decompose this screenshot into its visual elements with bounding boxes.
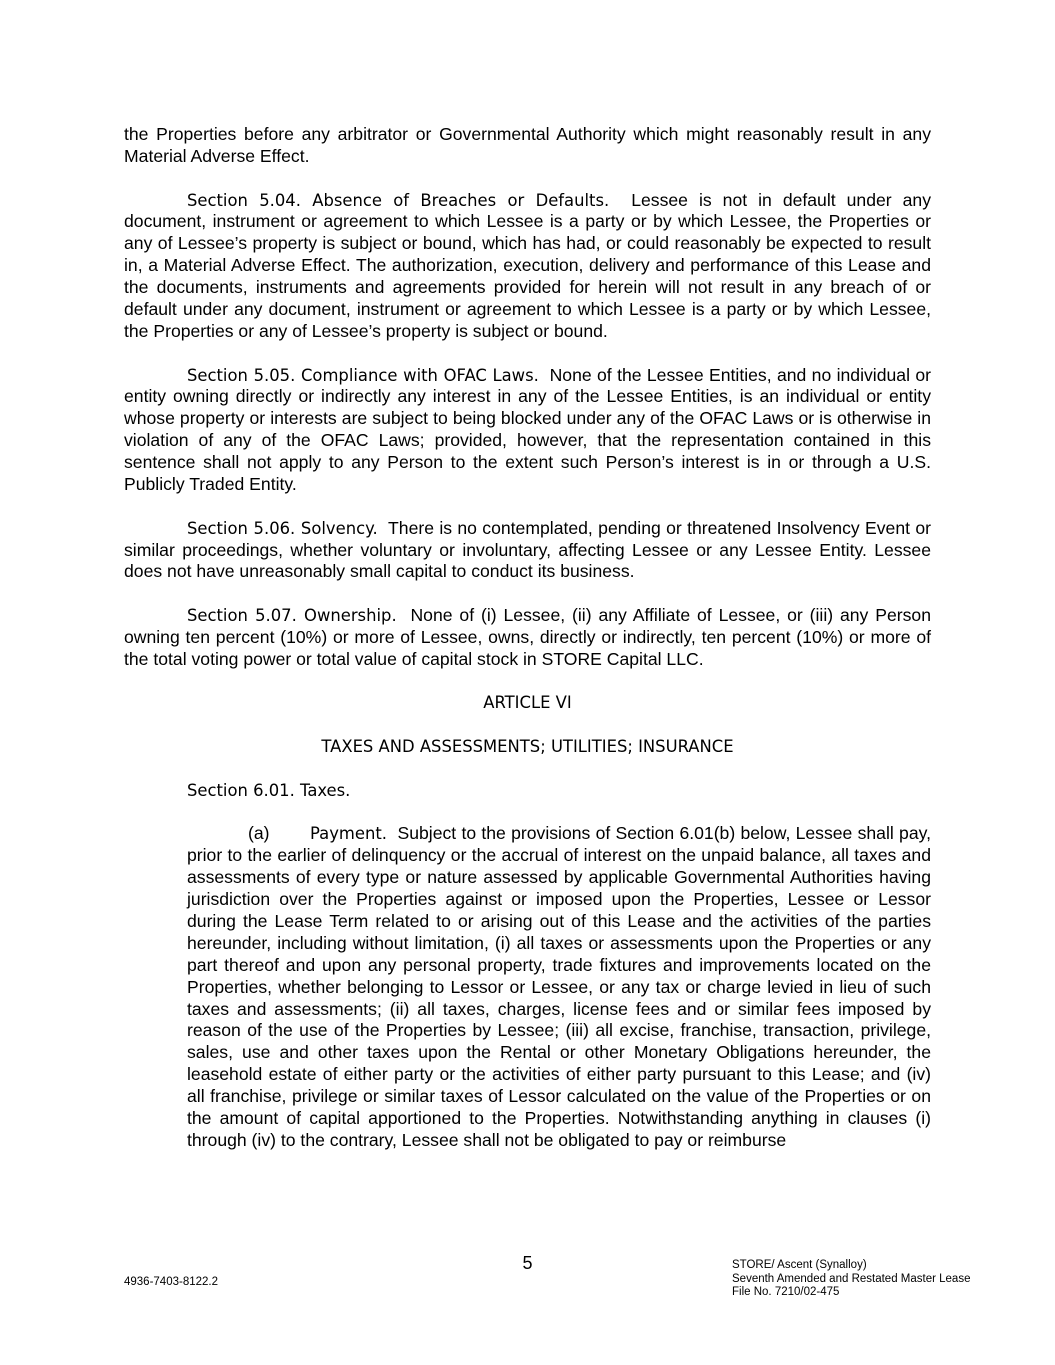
footer-line: STORE/ Ascent (Synalloy)	[732, 1259, 867, 1271]
paragraph-continuation	[124, 124, 931, 168]
section-5-06	[124, 518, 931, 584]
section-heading: Section 5.06. Solvency.	[187, 518, 378, 538]
section-heading: Section 5.07. Ownership.	[187, 606, 397, 626]
article-title: TAXES AND ASSESSMENTS; UTILITIES; INSURANCE	[321, 737, 734, 757]
footer-reference	[732, 1259, 970, 1300]
clause-text: Subject to the provisions of Section 6.01(b) below, Lessee shall pay, prior to the earlier of delinquency or the accrual of interest on the unpaid balance, all taxes and assessments of every type or nature assessed by applicable Governmental Authorities having jurisdiction over the Properties against or imposed upon the Properties, Lessee or Lessor during the Lease Term related to or arising out of this Lease and the activities of the parties hereunder, including without limitation, (i) all taxes or assessments upon the Properties or any part thereof and upon any personal property, trade fixtures and improvements located on the Properties, whether belonging to Lessor or Lessee, or any tax or charge levied in lieu of such taxes and assessments; (ii) all taxes, charges, license fees and or similar fees imposed by reason of the use of the Properties by Lessee; (iii) all excise, franchise, transaction, privilege, sales, use and other taxes upon the Rental or other Monetary Obligations hereunder, the leasehold estate of either party or the activities of either party pursuant to this Lease; and (iv) all franchise, privilege or similar taxes of Lessor calculated on the value of the Properties or on the amount of capital apportioned to the Properties. Notwithstanding anything in clauses (i) through (iv) to the contrary, Lessee shall not be obligated to pay or reimburse	[187, 823, 931, 1150]
section-6-01-heading: Section 6.01. Taxes.	[187, 780, 351, 800]
clause-heading: Payment.	[310, 824, 387, 844]
section-5-05	[124, 365, 931, 496]
section-5-07	[124, 605, 931, 671]
section-heading: Section 5.05. Compliance with OFAC Laws.	[187, 365, 539, 385]
clause-label: (a)	[248, 823, 270, 844]
paragraph-text: the Properties before any arbitrator or Governmental Authority which might reasonably result in any Material Adverse Effect.	[124, 124, 931, 166]
section-text: None of (i) Lessee, (ii) any Affiliate of Lessee, or (iii) any Person owning ten percent (10%) or more of Lessee, owns, directly or indirectly, ten percent (10%) or more of the total voting power or total value of capital stock in STORE Capital LLC.	[124, 605, 931, 669]
section-text: There is no contemplated, pending or threatened Insolvency Event or similar proceedings, whether voluntary or involuntary, affecting Lessee or any Lessee Entity. Lessee does not have unreasonably small capital to conduct its business.	[124, 517, 931, 582]
document-body	[124, 124, 931, 1174]
page-number: 5	[522, 1253, 533, 1273]
section-6-01-a	[187, 823, 931, 1152]
section-heading: Section 5.04. Absence of Breaches or Defaults.	[187, 190, 610, 210]
section-5-04	[124, 190, 931, 343]
article-number: ARTICLE VI	[483, 693, 572, 713]
document-id: 4936-7403-8122.2	[124, 1276, 218, 1288]
section-text: Lessee is not in default under any document, instrument or agreement to which Lessee is a party or by which Lessee, the Properties or any of Lessee’s property is subject or bound, which has had, or could reasonably be expected to result in, a Material Adverse Effect. The authorization, execution, delivery and performance of this Lease and the documents, instruments and agreements provided for herein will not result in any breach of or default under any document, instrument or agreement to which Lessee is a party or by which Lessee, the Properties or any of Lessee’s property is subject or bound.	[124, 189, 931, 341]
footer-line: File No. 7210/02-475	[732, 1286, 840, 1299]
footer-line: Seventh Amended and Restated Master Lease	[732, 1272, 971, 1285]
section-text: None of the Lessee Entities, and no individual or entity owning directly or indirectly any interest in any of the Lessee Entities, is an individual or entity whose property or interests are subject to being blocked under any of the OFAC Laws or is otherwise in violation of any of the OFAC Laws; provided, however, that the representation contained in this sentence shall not apply to any Person to the extent such Person’s interest is in or through a U.S. Publicly Traded Entity.	[124, 364, 931, 495]
